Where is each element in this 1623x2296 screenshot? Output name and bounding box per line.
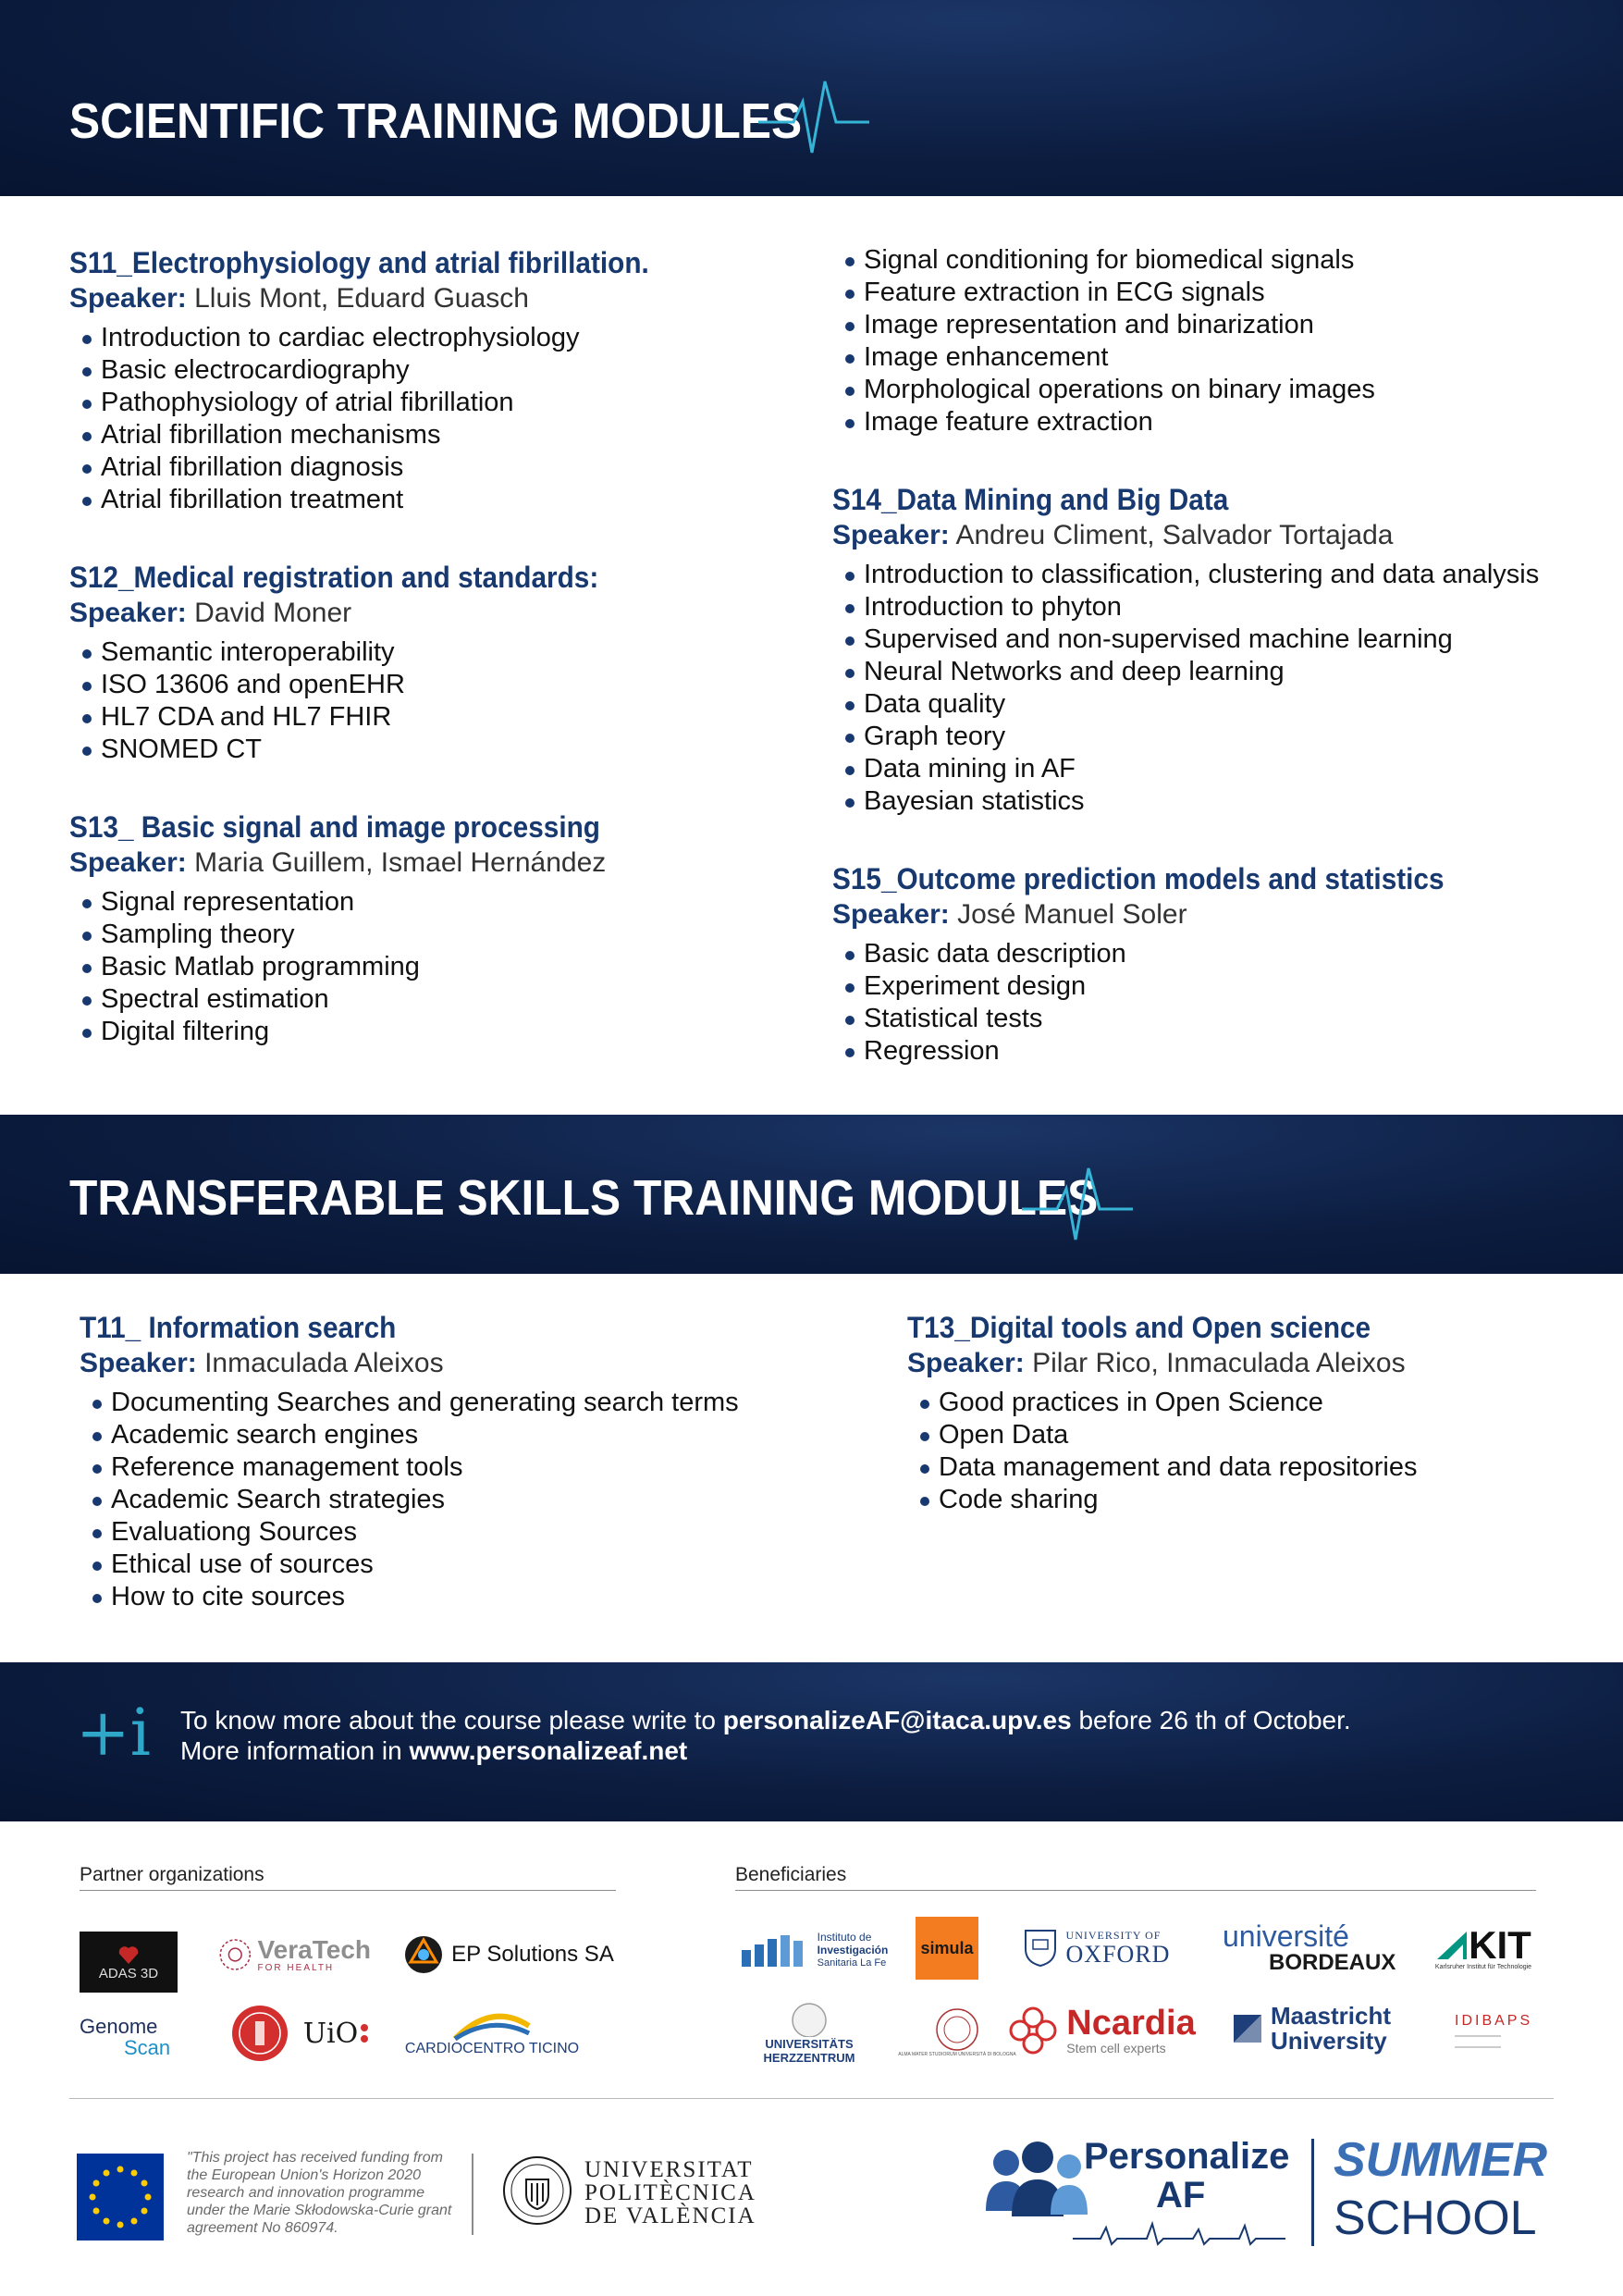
list-item: Basic electrocardiography	[82, 354, 809, 387]
list-item: Digital filtering	[82, 1016, 809, 1048]
list-item: Semantic interoperability	[82, 636, 809, 669]
list-item: Sampling theory	[82, 919, 809, 951]
list-item: Statistical tests	[845, 1003, 1591, 1035]
contact-line-2: More information in www.personalizeaf.net	[180, 1736, 688, 1765]
oxford-logo: UNIVERSITY OF OXFORD	[1017, 1924, 1174, 1970]
module-title: S13_ Basic signal and image processing	[69, 810, 600, 844]
list-item: Data quality	[845, 688, 1591, 721]
uio-dots-icon	[358, 2022, 371, 2044]
module-s11	[69, 244, 809, 516]
summer-school-title: SUMMER	[1334, 2133, 1548, 2187]
brand-vertical-divider	[1311, 2139, 1314, 2246]
module-speaker: Speaker: Maria Guillem, Ismael Hernández	[69, 847, 607, 878]
ncardia-logo: Ncardia Stem cell experts	[1003, 1998, 1198, 2063]
ncardia-emblem-icon	[1005, 2003, 1061, 2058]
list-item: Atrial fibrillation treatment	[82, 484, 809, 516]
simula-logo: simula	[916, 1917, 978, 1980]
transferable-right-column	[907, 1309, 1610, 1559]
upv-seal-icon	[502, 2155, 572, 2226]
partners-divider	[80, 1890, 616, 1891]
list-item: Basic data description	[845, 938, 1591, 970]
ep-solutions-emblem-icon	[403, 1934, 444, 1975]
list-item: Academic Search strategies	[92, 1484, 819, 1516]
module-s13	[69, 809, 809, 1048]
topic-list	[80, 1387, 819, 1613]
list-item: Basic Matlab programming	[82, 951, 809, 983]
list-item: Code sharing	[920, 1484, 1610, 1516]
heart-icon	[117, 1944, 141, 1966]
module-s14	[832, 481, 1591, 818]
kit-emblem-icon	[1435, 1930, 1469, 1961]
kit-logo: KIT Karlsruher Institut für Technologie	[1434, 1922, 1532, 1970]
personalize-af-logo: Personalize	[1084, 2136, 1290, 2177]
eu-flag-icon	[77, 2154, 164, 2240]
personalize-af-logo-af: AF	[1156, 2175, 1206, 2216]
list-item: Reference management tools	[92, 1451, 819, 1484]
module-speaker: Speaker: Pilar Rico, Inmaculada Aleixos	[907, 1348, 1406, 1378]
cardiocentro-logo: CARDIOCENTRO TICINO	[400, 2000, 584, 2065]
summer-school-subtitle: SCHOOL	[1334, 2191, 1537, 2245]
list-item: Signal conditioning for biomedical signals	[845, 244, 1591, 277]
module-title: S12_Medical registration and standards:	[69, 561, 599, 594]
module-title: S14_Data Mining and Big Data	[832, 483, 1229, 516]
beneficiaries-label: Beneficiaries	[735, 1864, 847, 1885]
eu-funding-disclaimer: "This project has received funding from the European Union's Horizon 2020 research and innovation programme under the Marie Skłodowska-Curie grant agreement No 860974.	[187, 2150, 452, 2236]
upv-wordmark: UNIVERSITAT POLITÈCNICA DE VALÈNCIA	[584, 2157, 756, 2228]
veratech-logo: VeraTech FOR HEALTH	[218, 1932, 371, 1978]
list-item: Image feature extraction	[845, 406, 1591, 438]
list-item: Evaluationg Sources	[92, 1516, 819, 1549]
list-item: Academic search engines	[92, 1419, 819, 1451]
list-item: Data management and data repositories	[920, 1451, 1610, 1484]
pulse-icon	[1022, 1161, 1133, 1244]
contact-text	[180, 1705, 1351, 1766]
ecg-line-icon	[1073, 2218, 1285, 2246]
bologna-seal-icon	[935, 2007, 979, 2052]
module-s15	[832, 860, 1591, 1068]
list-item: Documenting Searches and generating search terms	[92, 1387, 819, 1419]
list-item: Introduction to classification, clustering and data analysis	[845, 559, 1591, 591]
lafe-building-icon	[740, 1932, 814, 1969]
list-item: Graph teory	[845, 721, 1591, 753]
topic-list	[69, 636, 809, 766]
idibaps-logo: IDIBAPS	[1455, 2003, 1538, 2058]
module-speaker: Speaker: Inmaculada Aleixos	[80, 1348, 444, 1378]
transferable-left-column	[80, 1309, 819, 1656]
list-item: Image enhancement	[845, 341, 1591, 374]
website-link[interactable]: www.personalizeaf.net	[409, 1736, 688, 1765]
scientific-right-column	[832, 244, 1591, 1110]
bordeaux-logo: université BORDEAUX	[1223, 1920, 1396, 1975]
list-item: Good practices in Open Science	[920, 1387, 1610, 1419]
contact-email-link[interactable]: personalizeAF@itaca.upv.es	[722, 1706, 1072, 1734]
list-item: Regression	[845, 1035, 1591, 1068]
list-item: Feature extraction in ECG signals	[845, 277, 1591, 309]
personalize-af-people-icon	[980, 2139, 1091, 2231]
list-item: Signal representation	[82, 886, 809, 919]
module-title: T13_Digital tools and Open science	[907, 1311, 1371, 1344]
adas3d-logo: ADAS 3D	[80, 1932, 178, 1993]
contact-line-1: To know more about the course please write to personalizeAF@itaca.upv.es before 26 th of October.	[180, 1706, 1351, 1734]
module-title: S15_Outcome prediction models and statistics	[832, 862, 1445, 895]
uio-logo: UiO	[229, 2004, 373, 2063]
list-item: How to cite sources	[92, 1581, 819, 1613]
beneficiaries-divider	[735, 1890, 1536, 1891]
module-title: T11_ Information search	[80, 1311, 397, 1344]
list-item: Ethical use of sources	[92, 1549, 819, 1581]
transferable-section-title: TRANSFERABLE SKILLS TRAINING MODULES	[69, 1170, 1099, 1226]
topic-list-continued	[832, 244, 1591, 438]
list-item: Supervised and non-supervised machine learning	[845, 623, 1591, 656]
list-item: Introduction to phyton	[845, 591, 1591, 623]
module-s12	[69, 559, 809, 766]
list-item: Data mining in AF	[845, 753, 1591, 785]
list-item: Image representation and binarization	[845, 309, 1591, 341]
scientific-left-column	[69, 244, 809, 1091]
list-item: Neural Networks and deep learning	[845, 656, 1591, 688]
lafe-logo: Instituto de Investigación Sanitaria La Fe	[735, 1924, 892, 1976]
list-item: ISO 13606 and openEHR	[82, 669, 809, 701]
partners-label: Partner organizations	[80, 1864, 264, 1885]
module-speaker: Speaker: Lluis Mont, Eduard Guasch	[69, 283, 529, 314]
footer-divider	[69, 2098, 1554, 2099]
topic-list	[69, 886, 809, 1048]
scientific-section-title: SCIENTIFIC TRAINING MODULES	[69, 93, 803, 149]
footer-vertical-divider	[472, 2154, 473, 2235]
list-item: Atrial fibrillation mechanisms	[82, 419, 809, 451]
list-item: Open Data	[920, 1419, 1610, 1451]
list-item: SNOMED CT	[82, 734, 809, 766]
topic-list	[832, 938, 1591, 1068]
oxford-crest-icon	[1022, 1927, 1059, 1968]
module-t11	[80, 1309, 819, 1613]
list-item: Introduction to cardiac electrophysiology	[82, 322, 809, 354]
module-t13	[907, 1309, 1610, 1516]
topic-list	[69, 322, 809, 516]
module-speaker: Speaker: Andreu Climent, Salvador Tortajada	[832, 520, 1394, 550]
info-icon: +i	[76, 1695, 152, 1771]
topic-list	[832, 559, 1591, 818]
list-item: Experiment design	[845, 970, 1591, 1003]
maastricht-emblem-icon	[1232, 2013, 1263, 2044]
cardiocentro-emblem-icon	[450, 2007, 534, 2041]
list-item: Spectral estimation	[82, 983, 809, 1016]
genomescan-logo: Genome Scan	[80, 2015, 171, 2059]
bologna-logo: ALMA MATER STUDIORUM UNIVERSITÀ DI BOLOGNA	[911, 1998, 1003, 2067]
list-item: Morphological operations on binary images	[845, 374, 1591, 406]
pulse-icon	[758, 74, 869, 157]
freiburg-logo: UNIVERSITÄTS HERZZENTRUM	[744, 1998, 874, 2067]
list-item: Bayesian statistics	[845, 785, 1591, 818]
ep-solutions-logo: EP Solutions SA	[398, 1933, 620, 1976]
module-title: S11_Electrophysiology and atrial fibrillation.	[69, 246, 649, 279]
uio-seal-icon	[231, 2005, 289, 2062]
module-speaker: Speaker: David Moner	[69, 598, 352, 628]
freiburg-seal-icon	[783, 2000, 835, 2037]
module-speaker: Speaker: José Manuel Soler	[832, 899, 1187, 930]
topic-list	[907, 1387, 1610, 1516]
veratech-emblem-icon	[218, 1932, 252, 1977]
list-item: Atrial fibrillation diagnosis	[82, 451, 809, 484]
list-item: HL7 CDA and HL7 FHIR	[82, 701, 809, 734]
list-item: Pathophysiology of atrial fibrillation	[82, 387, 809, 419]
maastricht-logo: Maastricht University	[1228, 2001, 1395, 2056]
idibaps-subtitle-lines	[1455, 2035, 1501, 2048]
